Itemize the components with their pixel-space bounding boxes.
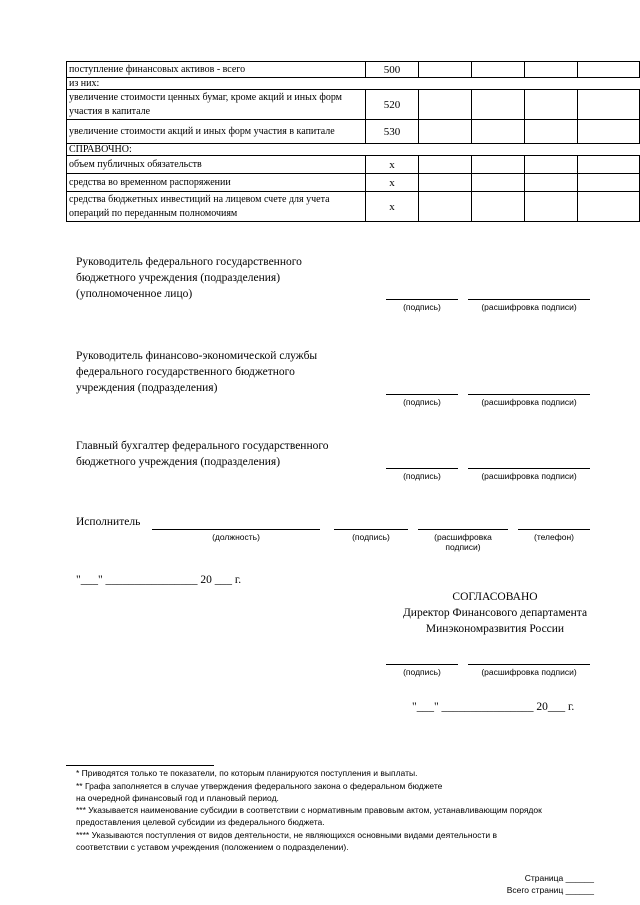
title-line: федерального государственного бюджетного bbox=[76, 366, 295, 378]
value-cell bbox=[525, 120, 578, 144]
row-label: увеличение стоимости ценных бумаг, кроме акций и иных форм участия в капитале bbox=[67, 90, 366, 120]
table-row bbox=[67, 192, 640, 222]
row-code: 530 bbox=[366, 120, 419, 144]
date-line: "___" ________________ 20___ г. bbox=[412, 701, 575, 713]
value-cell bbox=[472, 120, 525, 144]
signature-line bbox=[386, 299, 458, 300]
table-row bbox=[67, 78, 640, 90]
title-line: Руководитель финансово-экономической службы bbox=[76, 350, 318, 362]
signature-line bbox=[386, 468, 458, 469]
row-label: средства бюджетных инвестиций на лицевом счете для учета операций по переданным полномочиям bbox=[67, 192, 366, 222]
footnote-separator bbox=[66, 765, 214, 766]
decode-caption: (расшифровка подписи) bbox=[481, 397, 577, 407]
row-label: из них: bbox=[67, 78, 640, 90]
table-row bbox=[67, 156, 640, 174]
table-row bbox=[67, 62, 640, 78]
decode-caption: (расшифровка подписи) bbox=[481, 302, 577, 312]
value-cell bbox=[525, 156, 578, 174]
table-row bbox=[67, 174, 640, 192]
signature-caption: (подпись) bbox=[403, 397, 441, 407]
footnote: ** Графа заполняется в случае утверждения федерального закона о федеральном бюджете bbox=[76, 781, 443, 791]
decode-line bbox=[468, 468, 590, 469]
decode-line bbox=[468, 394, 590, 395]
value-cell bbox=[578, 62, 640, 78]
footnote: * Приводятся только те показатели, по которым планируются поступления и выплаты. bbox=[76, 768, 418, 778]
signature-caption: (подпись) bbox=[403, 471, 441, 481]
phone-line bbox=[518, 529, 590, 530]
table-row bbox=[67, 90, 640, 120]
head-signature-title bbox=[76, 254, 302, 302]
title-line: бюджетного учреждения (подразделения) bbox=[76, 456, 281, 468]
signature-line bbox=[386, 664, 458, 665]
financial-table bbox=[66, 61, 640, 222]
row-label: СПРАВОЧНО: bbox=[67, 144, 640, 156]
row-code: 520 bbox=[366, 90, 419, 120]
decode-caption bbox=[418, 532, 508, 552]
footnote: предоставления целевой субсидии из федерального бюджета. bbox=[76, 817, 325, 827]
value-cell bbox=[578, 192, 640, 222]
value-cell bbox=[578, 156, 640, 174]
row-label: объем публичных обязательств bbox=[67, 156, 366, 174]
phone-caption: (телефон) bbox=[533, 532, 574, 542]
value-cell bbox=[578, 174, 640, 192]
signature-caption: (подпись) bbox=[352, 532, 390, 542]
signature-line bbox=[386, 394, 458, 395]
footnote: **** Указываются поступления от видов деятельности, не являющихся основными видами деятельности в bbox=[76, 830, 498, 840]
value-cell bbox=[525, 90, 578, 120]
approval-block bbox=[390, 589, 600, 637]
title-line: (уполномоченное лицо) bbox=[76, 288, 193, 300]
value-cell bbox=[419, 156, 472, 174]
title-line: Руководитель федерального государственного bbox=[76, 256, 302, 268]
row-code: x bbox=[366, 174, 419, 192]
value-cell bbox=[472, 192, 525, 222]
value-cell bbox=[472, 90, 525, 120]
accountant-signature-title bbox=[76, 438, 329, 470]
row-code: x bbox=[366, 192, 419, 222]
approved-heading: СОГЛАСОВАНО bbox=[452, 591, 538, 603]
decode-line bbox=[468, 299, 590, 300]
value-cell bbox=[419, 192, 472, 222]
value-cell bbox=[472, 174, 525, 192]
row-code: 500 bbox=[366, 62, 419, 78]
signature-caption: (подпись) bbox=[403, 302, 441, 312]
finance-signature-title bbox=[76, 348, 317, 396]
table-row bbox=[67, 144, 640, 156]
decode-line bbox=[418, 529, 508, 530]
footnote: на очередной финансовый год и плановый период. bbox=[76, 793, 279, 803]
row-label: поступление финансовых активов - всего bbox=[67, 62, 366, 78]
table-row bbox=[67, 120, 640, 144]
signature-caption: (подпись) bbox=[403, 667, 441, 677]
value-cell bbox=[525, 62, 578, 78]
footnote: *** Указывается наименование субсидии в соответствии с нормативным правовым актом, устанавливающим порядок bbox=[76, 805, 542, 815]
date-line: "___" ________________ 20 ___ г. bbox=[76, 574, 242, 586]
value-cell bbox=[525, 192, 578, 222]
position-line bbox=[152, 529, 320, 530]
approved-role: Директор Финансового департамента bbox=[402, 607, 588, 619]
decode-caption: (расшифровка подписи) bbox=[481, 471, 577, 481]
position-caption: (должность) bbox=[212, 532, 260, 542]
row-label: увеличение стоимости акций и иных форм участия в капитале bbox=[67, 120, 366, 144]
value-cell bbox=[419, 174, 472, 192]
total-pages: Всего страниц ______ bbox=[506, 885, 594, 895]
value-cell bbox=[419, 90, 472, 120]
footnote: соответствии с уставом учреждения (положением о подразделении). bbox=[76, 842, 349, 852]
title-line: Главный бухгалтер федерального государственного bbox=[76, 440, 329, 452]
decode-caption-line: (расшифровка bbox=[434, 532, 492, 542]
decode-line bbox=[468, 664, 590, 665]
decode-caption-line: подписи) bbox=[445, 542, 481, 552]
value-cell bbox=[419, 120, 472, 144]
row-label: средства во временном распоряжении bbox=[67, 174, 366, 192]
page-number: Страница ______ bbox=[524, 873, 594, 883]
row-code: x bbox=[366, 156, 419, 174]
value-cell bbox=[472, 156, 525, 174]
title-line: бюджетного учреждения (подразделения) bbox=[76, 272, 281, 284]
title-line: учреждения (подразделения) bbox=[76, 382, 218, 394]
value-cell bbox=[578, 120, 640, 144]
page-footer bbox=[470, 872, 594, 896]
value-cell bbox=[578, 90, 640, 120]
value-cell bbox=[472, 62, 525, 78]
executor-label: Исполнитель bbox=[76, 516, 141, 528]
signature-line bbox=[334, 529, 408, 530]
value-cell bbox=[525, 174, 578, 192]
decode-caption: (расшифровка подписи) bbox=[481, 667, 577, 677]
approved-org: Минэкономразвития России bbox=[425, 623, 565, 635]
value-cell bbox=[419, 62, 472, 78]
